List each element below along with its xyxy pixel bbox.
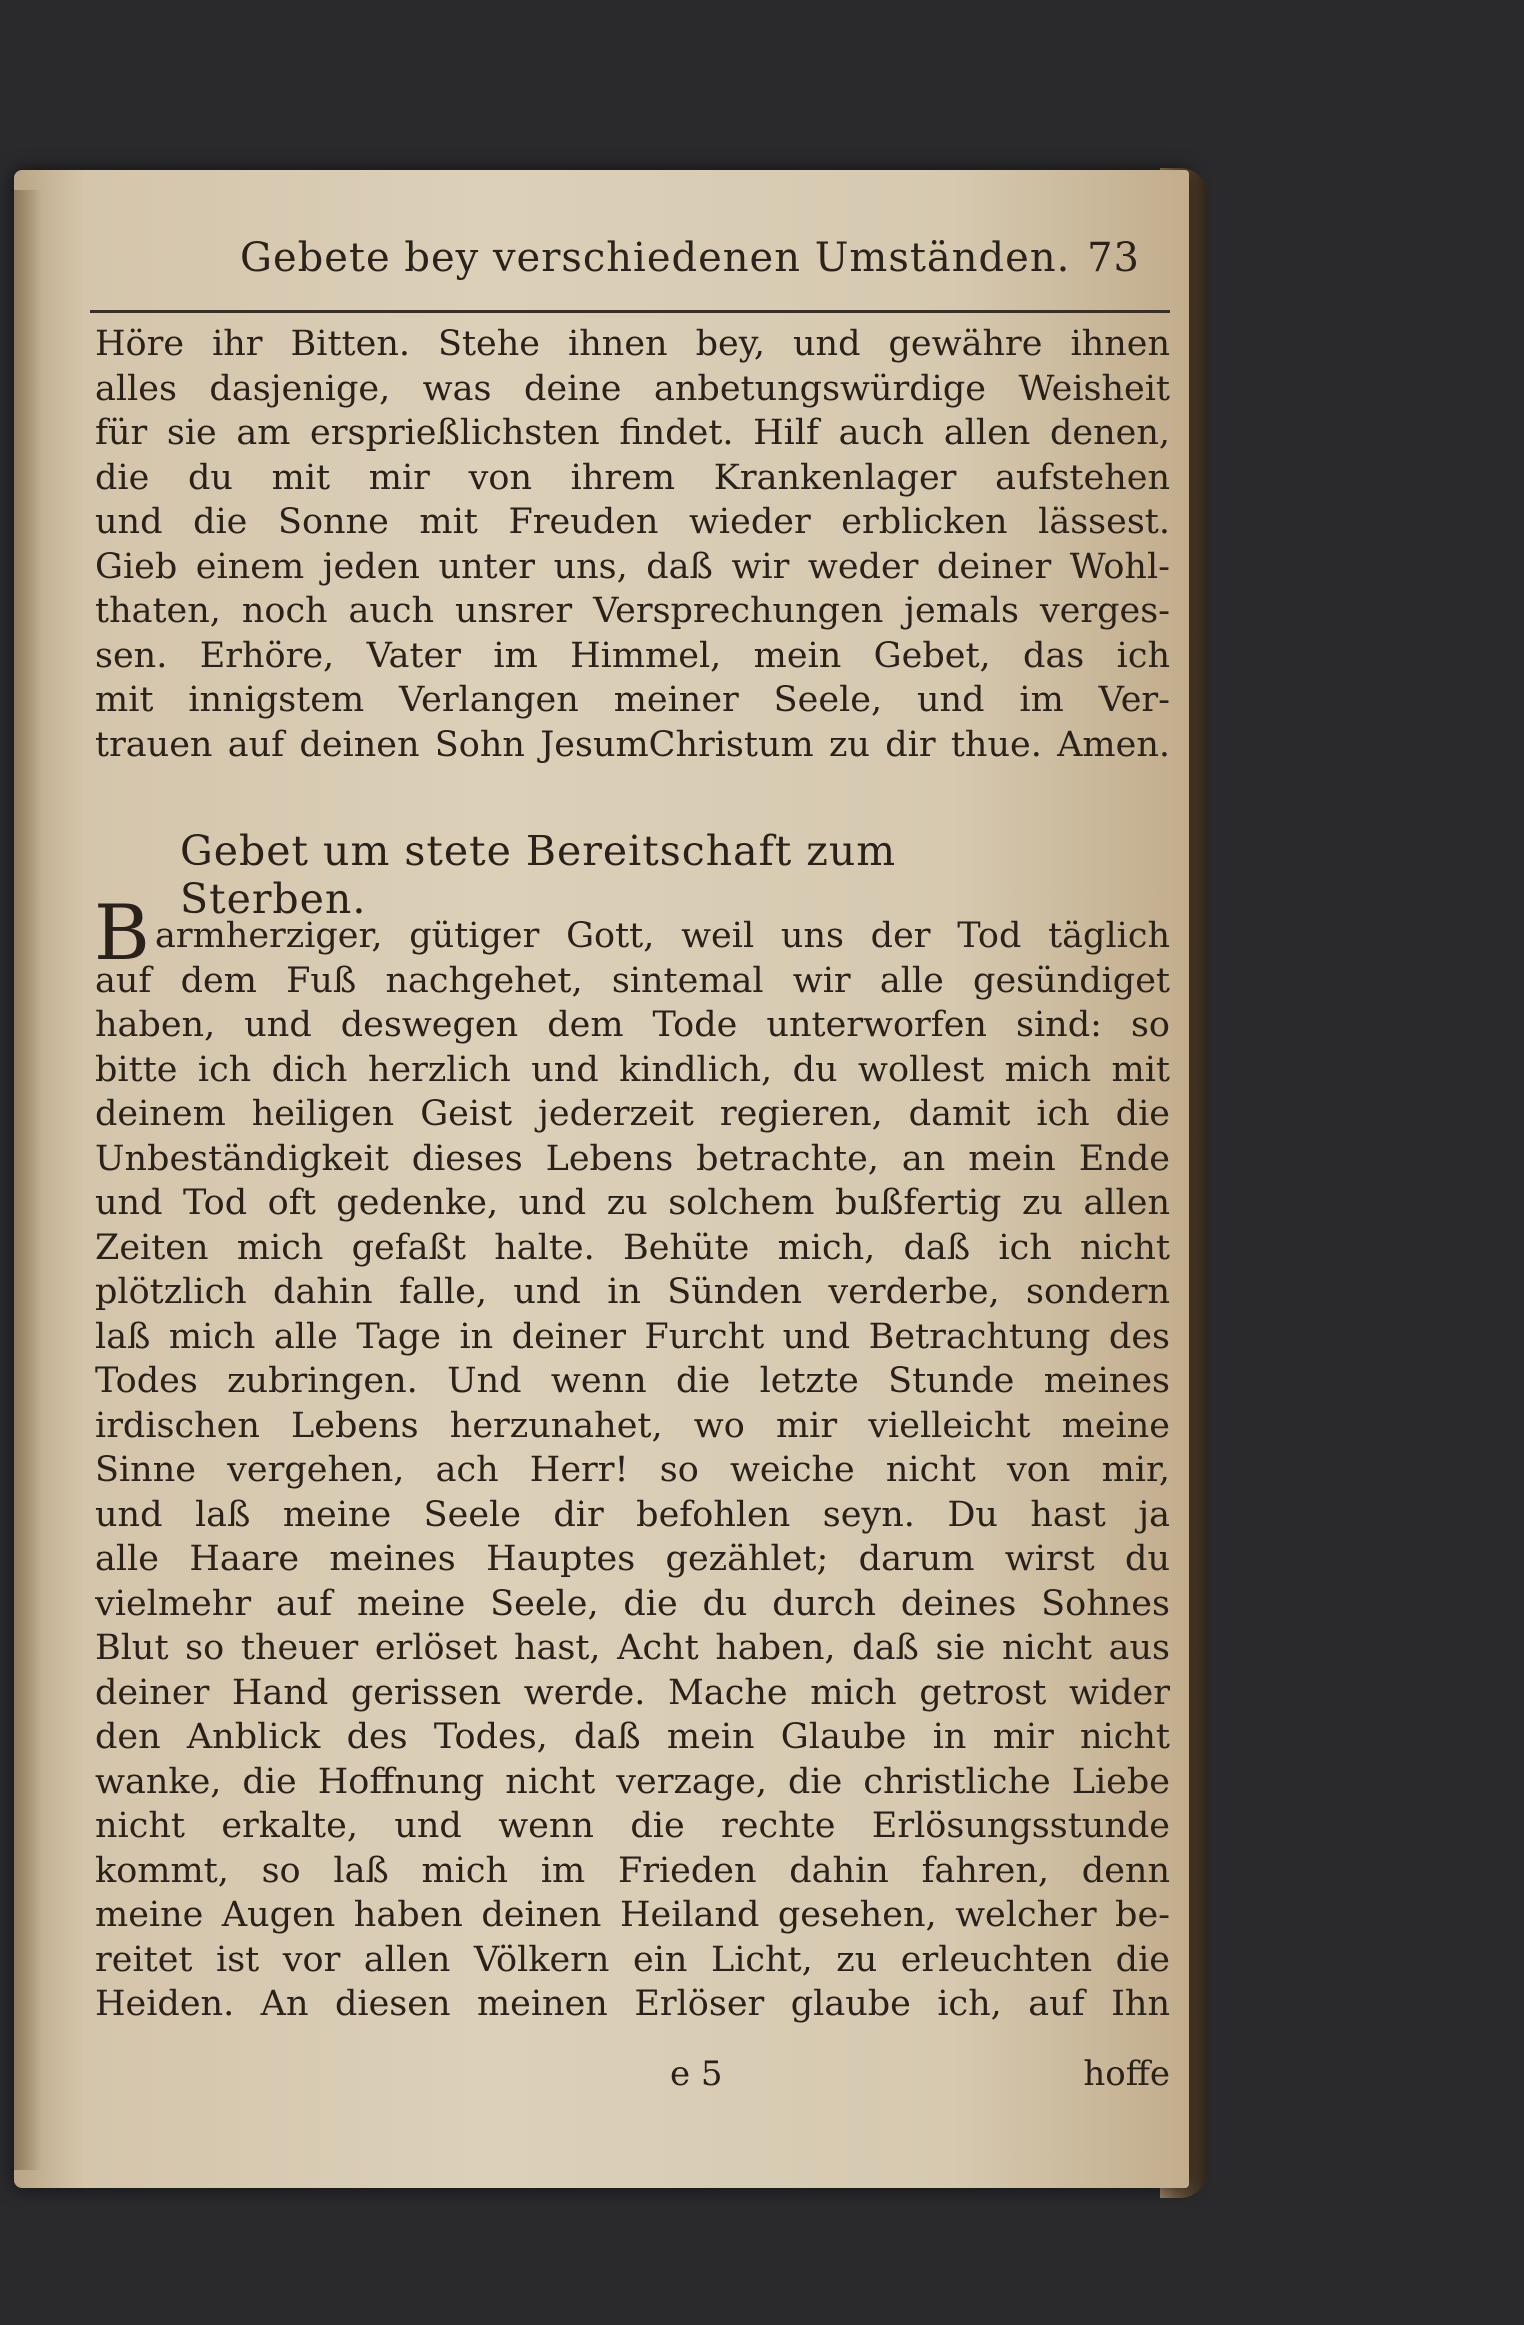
- text-line: thaten, noch auch unsrer Versprechungen jemals verges-: [95, 591, 1170, 631]
- header-rule: [90, 310, 1170, 313]
- text-line: alle Haare meines Hauptes gezählet; darum wirst du: [95, 1539, 1170, 1579]
- text-line: und Tod oft gedenke, und zu solchem bußfertig zu allen: [95, 1183, 1170, 1223]
- text-line: Gieb einem jeden unter uns, daß wir weder deiner Wohl-: [95, 546, 1170, 587]
- text-line: Höre ihr Bitten. Stehe ihnen bey, und gewähre ihnen: [95, 324, 1170, 364]
- catchword: hoffe: [1083, 2054, 1170, 2094]
- page-gutter: [14, 190, 42, 2170]
- text-line: den Anblick des Todes, daß mein Glaube in mir nicht: [95, 1717, 1170, 1757]
- text-line: reitet ist vor allen Völkern ein Licht, zu erleuchten die: [95, 1939, 1170, 1980]
- continuation-paragraph: [95, 322, 1170, 767]
- text-line: bitte ich dich herzlich und kindlich, du wollest mich mit: [95, 1049, 1170, 1090]
- drop-initial: B: [94, 888, 150, 977]
- text-line: trauen auf deinen Sohn JesumChristum zu dir thue. Amen.: [95, 724, 1170, 765]
- text-line: die du mit mir von ihrem Krankenlager aufstehen: [95, 457, 1170, 498]
- text-line: Todes zubringen. Und wenn die letzte Stunde meines: [95, 1361, 1170, 1401]
- page-number: 73: [1087, 235, 1140, 281]
- running-title: Gebete bey verschiedenen Umständen.: [240, 235, 1071, 281]
- text-line: laß mich alle Tage in deiner Furcht und Betrachtung des: [95, 1316, 1170, 1357]
- text-line: und laß meine Seele dir befohlen seyn. Du hast ja: [95, 1494, 1170, 1535]
- running-head: [240, 235, 1140, 295]
- text-line: Sinne vergehen, ach Herr! so weiche nicht von mir,: [95, 1450, 1170, 1490]
- text-line: irdischen Lebens herzunahet, wo mir vielleicht meine: [95, 1405, 1170, 1446]
- text-line: sen. Erhöre, Vater im Himmel, mein Gebet, das ich: [95, 635, 1170, 676]
- signature-mark: e 5: [670, 2054, 723, 2094]
- text-line: meine Augen haben deinen Heiland gesehen, welcher be-: [95, 1895, 1170, 1935]
- text-line: kommt, so laß mich im Frieden dahin fahren, denn: [95, 1850, 1170, 1891]
- text-line: alles dasjenige, was deine anbetungswürdige Weisheit: [95, 368, 1170, 409]
- text-line: vielmehr auf meine Seele, die du durch deines Sohnes: [95, 1583, 1170, 1624]
- text-line: nicht erkalte, und wenn die rechte Erlösungsstunde: [95, 1806, 1170, 1846]
- text-line: wanke, die Hoffnung nicht verzage, die christliche Liebe: [95, 1761, 1170, 1802]
- section-heading: Gebet um stete Bereitschaft zum Sterben.: [180, 827, 897, 923]
- text-line: deiner Hand gerissen werde. Mache mich getrost wider: [95, 1672, 1170, 1713]
- text-line: plötzlich dahin falle, und in Sünden verderbe, sondern: [95, 1272, 1170, 1312]
- text-line: auf dem Fuß nachgehet, sintemal wir alle gesündiget: [95, 960, 1170, 1001]
- text-line: haben, und deswegen dem Tode unterworfen sind: so: [95, 1005, 1170, 1045]
- text-line: Blut so theuer erlöset hast, Acht haben, daß sie nicht aus: [95, 1628, 1170, 1668]
- prayer-paragraph: [95, 914, 1170, 2027]
- text-line: und die Sonne mit Freuden wieder erblicken lässest.: [95, 502, 1170, 542]
- text-line: armherziger, gütiger Gott, weil uns der Tod täglich: [155, 916, 1170, 956]
- text-line: für sie am ersprießlichsten findet. Hilf auch allen denen,: [95, 413, 1170, 453]
- text-line: mit innigstem Verlangen meiner Seele, und im Ver-: [95, 680, 1170, 720]
- text-line: Zeiten mich gefaßt halte. Behüte mich, daß ich nicht: [95, 1227, 1170, 1268]
- page-footer: [670, 2054, 1170, 2104]
- text-line: Heiden. An diesen meinen Erlöser glaube ich, auf Ihn: [95, 1984, 1170, 2024]
- text-line: Unbeständigkeit dieses Lebens betrachte, an mein Ende: [95, 1138, 1170, 1179]
- text-line: deinem heiligen Geist jederzeit regieren, damit ich die: [95, 1094, 1170, 1134]
